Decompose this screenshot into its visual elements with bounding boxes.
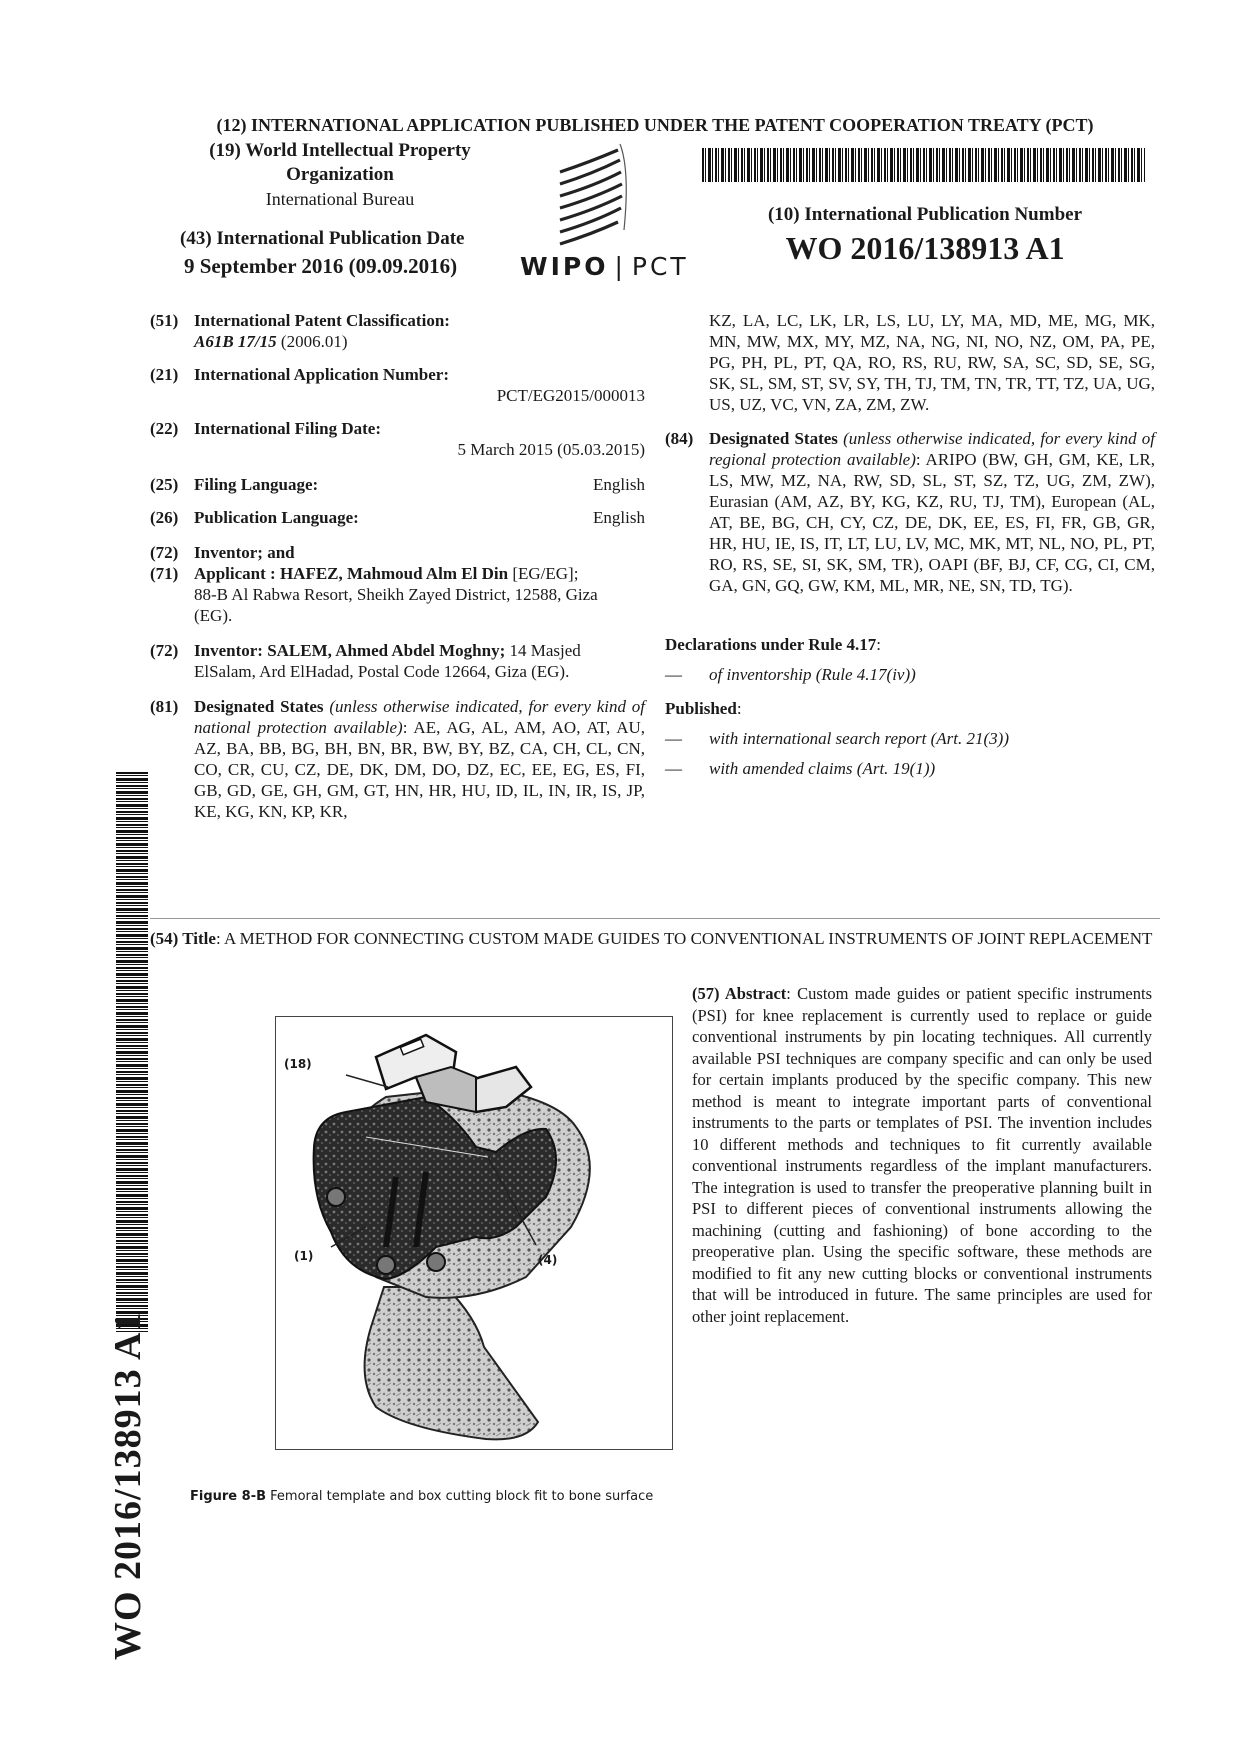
applicant-address: 88-B Al Rabwa Resort, Sheikh Zayed District, 12588, Giza bbox=[194, 585, 598, 604]
application-number: PCT/EG2015/000013 bbox=[496, 386, 645, 405]
field-25 bbox=[150, 474, 645, 495]
field-26 bbox=[150, 507, 645, 528]
abstract: (57) Abstract: Custom made guides or patient specific instruments (PSI) for knee replacement is currently used to replace or guide conventional instruments by pin locating techniques. All currently available PSI techniques are company specific and can only be used for certain implants produced by the specific company. This new method is meant to integrate important parts of conventional instruments to the parts or templates of PSI. The invention includes 10 different methods and techniques to fit currently available conventional instruments regardless of the implant manufacturers. The integration is used to transfer the preoperative planning built in PSI to different pieces of conventional instruments allowing the machining (cutting and fashioning) of bone according to the preoperative plan. Using the specific software, these methods are modified to fit any new cutting blocks or conventional instruments that will be introduced in future. The same principles are used for other joint replacement. bbox=[692, 984, 1152, 1326]
published-title: Published bbox=[665, 699, 737, 718]
femoral-template-illustration bbox=[276, 1017, 672, 1449]
declarations-title: Declarations under Rule 4.17 bbox=[665, 635, 877, 654]
field-71-number: (71) bbox=[150, 564, 179, 583]
designated-states-national-continued: KZ, LA, LC, LK, LR, LS, LU, LY, MA, MD, ME, MG, MK, MN, MW, MX, MY, MZ, NA, NG, NI, NO, NZ, OM, PA, PE, PG, PH, PL, PT, QA, RO, RS, RU, RW, SA, SC, SD, SE, SG, SK, SL, SM, ST, SV, SY, TH, TJ, TM, TN, TR, TT, TZ, UA, UG, US, UZ, VC, VN, ZA, ZM, ZW. bbox=[709, 311, 1155, 414]
published-item-1: — with international search report (Art. 21(3)) bbox=[665, 729, 1009, 748]
inventor-name: Inventor: SALEM, Ahmed Abdel Moghny; bbox=[194, 641, 506, 660]
applicant-nationality: [EG/EG]; bbox=[512, 564, 579, 583]
figure-caption-text: Femoral template and box cutting block fit to bone surface bbox=[270, 1489, 654, 1504]
field-84-number: (84) bbox=[665, 429, 694, 448]
barcode bbox=[702, 148, 1145, 182]
title-section: (54) Title: A METHOD FOR CONNECTING CUSTOM MADE GUIDES TO CONVENTIONAL INSTRUMENTS OF JOINT REPLACEMENT bbox=[150, 929, 1153, 948]
publication-date-label: (43) International Publication Date bbox=[180, 228, 465, 249]
field-51-number: (51) bbox=[150, 311, 179, 330]
figure-frame bbox=[275, 1016, 673, 1450]
field-72-71 bbox=[150, 542, 645, 626]
declaration-inventorship: of inventorship (Rule 4.17(iv)) bbox=[709, 665, 916, 684]
search-report-note: with international search report (Art. 21(3)) bbox=[709, 729, 1009, 748]
field-21 bbox=[150, 364, 645, 406]
field-22-title: International Filing Date: bbox=[194, 419, 381, 438]
publication-language: English bbox=[593, 508, 645, 527]
field-72a-title: Inventor; and bbox=[194, 543, 295, 562]
logo-pct-text: PCT bbox=[631, 252, 689, 281]
declaration-item: — of inventorship (Rule 4.17(iv)) bbox=[665, 665, 916, 684]
inventor-address-start: 14 Masjed bbox=[509, 641, 581, 660]
figure-caption-number: Figure 8-B bbox=[190, 1489, 267, 1504]
ipc-class: A61B 17/15 bbox=[194, 332, 277, 351]
field-25-title: Filing Language: bbox=[194, 475, 319, 494]
field-26-number: (26) bbox=[150, 508, 179, 527]
declarations: Declarations under Rule 4.17: bbox=[665, 635, 881, 654]
pct-heading: (12) INTERNATIONAL APPLICATION PUBLISHED UNDER THE PATENT COOPERATION TREATY (PCT) bbox=[216, 115, 1094, 135]
inventor-address: ElSalam, Ard ElHadad, Postal Code 12664, Giza (EG). bbox=[194, 662, 570, 681]
wipo-logo: WIPO | PCT bbox=[520, 140, 700, 280]
field-72b bbox=[150, 640, 645, 682]
field-26-title: Publication Language: bbox=[194, 508, 359, 527]
amended-claims-note: with amended claims (Art. 19(1)) bbox=[709, 759, 936, 778]
figure-label-1: (1) bbox=[294, 1249, 314, 1263]
org-name-line1: (19) World Intellectual Property bbox=[209, 140, 471, 161]
vertical-barcode bbox=[116, 772, 148, 1332]
applicant-name: Applicant : HAFEZ, Mahmoud Alm El Din bbox=[194, 564, 509, 583]
abstract-text: Custom made guides or patient specific instruments (PSI) for knee replacement is currently used to replace or guide conventional instruments by pin locating techniques. All currently available PSI techniques are company specific and can only be used for certain implants produced by the specific company. This new method is meant to integrate important parts of conventional instruments to the parts or templates of PSI. The invention includes 10 different methods and techniques to fit currently available conventional instruments regardless of the implant manufacturers. The integration is used to transfer the preoperative planning built in PSI to different pieces of conventional instruments allowing the machining (cutting and fashioning) of bone according to the preoperative plan. Using the specific software, these methods are modified to fit any new cutting blocks or conventional instruments that will be introduced in future. The same principles are used for other joint replacement. bbox=[692, 984, 1152, 1326]
figure-label-4: (4) bbox=[538, 1253, 558, 1267]
logo-wipo-text: WIPO bbox=[520, 252, 609, 281]
field-22 bbox=[150, 418, 645, 460]
title-label: (54) Title bbox=[150, 929, 216, 948]
separator-line bbox=[150, 918, 1160, 919]
applicant-country: (EG). bbox=[194, 606, 233, 625]
publication-number-label: (10) International Publication Number bbox=[767, 204, 1083, 225]
field-72a-number: (72) bbox=[150, 543, 179, 562]
org-name-line2: Organization bbox=[286, 164, 394, 185]
field-25-number: (25) bbox=[150, 475, 179, 494]
vertical-publication-number: WO 2016/138913 A1 bbox=[107, 1311, 149, 1660]
figure-caption bbox=[190, 1488, 653, 1506]
field-81-qualifier: (unless otherwise indicated, for every kind of national protection available) bbox=[194, 697, 645, 737]
published: Published: bbox=[665, 699, 742, 718]
field-81: (81) Designated States (unless otherwise indicated, for every kind of national protection available): AE, AG, AL, AM, AO, AT, AU, AZ, BA, BB, BG, BH, BN, BR, BW, BY, BZ, CA, CH, CL, CN, CO, CR, CU, CZ, DE, DK, DM, DO, DZ, EC, EE, EG, ES, FI, GB, GD, GE, GH, GM, GT, HN, HR, HU, ID, IL, IN, IR, IS, JP, KE, KG, KN, KP, KR, bbox=[150, 697, 645, 821]
designated-states-regional: ARIPO (BW, GH, GM, KE, LR, LS, MW, MZ, NA, RW, SD, SL, ST, SZ, TZ, UG, ZM, ZW), Eurasian (AM, AZ, BY, KG, KZ, RU, TJ, TM), European (AL, AT, BE, BG, CH, CY, CZ, DE, DK, EE, ES, FI, FR, GB, GR, HR, HU, IE, IS, IT, LT, LU, LV, MC, MK, MT, NL, NO, PL, PT, RO, RS, SE, SI, SK, SM, TR), OAPI (BF, BJ, CF, CG, CI, CM, GA, GN, GQ, GW, KM, ML, MR, NE, SN, TD, TG). bbox=[709, 450, 1155, 595]
field-72b-number: (72) bbox=[150, 641, 179, 660]
field-22-number: (22) bbox=[150, 419, 179, 438]
publication-number-value: WO 2016/138913 A1 bbox=[785, 230, 1065, 266]
field-21-number: (21) bbox=[150, 365, 179, 384]
field-84-qualifier: (unless otherwise indicated, for every kind of regional protection available) bbox=[709, 429, 1155, 469]
figure-label-18: (18) bbox=[284, 1057, 312, 1071]
abstract-label: (57) Abstract bbox=[692, 984, 787, 1003]
org-bureau: International Bureau bbox=[265, 189, 415, 209]
published-item-2: — with amended claims (Art. 19(1)) bbox=[665, 759, 936, 778]
filing-date: 5 March 2015 (05.03.2015) bbox=[457, 440, 645, 459]
field-21-title: International Application Number: bbox=[194, 365, 450, 384]
field-81-number: (81) bbox=[150, 697, 179, 716]
filing-language: English bbox=[593, 475, 645, 494]
ipc-year: (2006.01) bbox=[280, 332, 348, 351]
invention-title: A METHOD FOR CONNECTING CUSTOM MADE GUIDES TO CONVENTIONAL INSTRUMENTS OF JOINT REPLACEMENT bbox=[224, 929, 1153, 948]
field-84-title: Designated States bbox=[709, 429, 838, 448]
field-81-title: Designated States bbox=[194, 697, 324, 716]
wipo-globe-icon bbox=[520, 140, 700, 250]
field-51 bbox=[150, 310, 645, 352]
field-84: (84) Designated States (unless otherwise indicated, for every kind of regional protection available): ARIPO (BW, GH, GM, KE, LR, LS, MW, MZ, NA, RW, SD, SL, ST, SZ, TZ, UG, ZM, ZW), Eurasian (AM, AZ, BY, KG, KZ, RU, TJ, TM), European (AL, AT, BE, BG, CH, CY, CZ, DE, DK, EE, ES, FI, FR, GB, GR, HR, HU, IE, IS, IT, LT, LU, LV, MC, MK, MT, NL, NO, PL, PT, RO, RS, SE, SI, SK, SM, TR), OAPI (BF, BJ, CF, CG, CI, CM, GA, GN, GQ, GW, KM, ML, MR, NE, SN, TD, TG). bbox=[665, 429, 1155, 595]
designated-states-national: AE, AG, AL, AM, AO, AT, AU, AZ, BA, BB, BG, BH, BN, BR, BW, BY, BZ, CA, CH, CL, CN, CO, CR, CU, CZ, DE, DK, DM, DO, DZ, EC, EE, EG, ES, FI, GB, GD, GE, GH, GM, GT, HN, HR, HU, ID, IL, IN, IR, IS, JP, KE, KG, KN, KP, KR, bbox=[194, 718, 645, 821]
field-51-title: International Patent Classification: bbox=[194, 311, 450, 330]
publication-date-value: 9 September 2016 (09.09.2016) bbox=[184, 254, 458, 278]
